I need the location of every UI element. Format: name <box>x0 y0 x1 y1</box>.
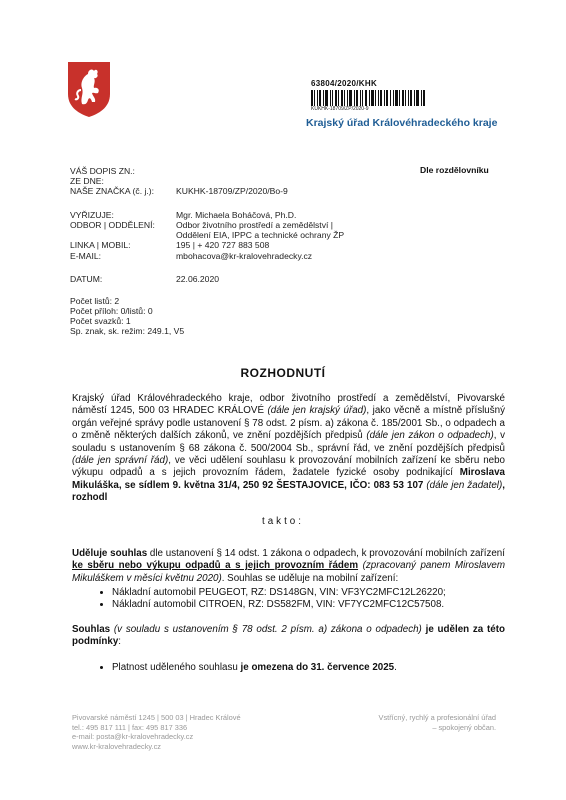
intro-paragraph <box>72 393 505 505</box>
condition-text: Platnost uděleného souhlasu <box>112 662 241 673</box>
meta-label: DATUM: <box>70 274 103 284</box>
recipient: Dle rozdělovníku <box>420 165 489 175</box>
vehicle-list <box>72 587 505 612</box>
meta-label: ODBOR | ODDĚLENÍ: <box>70 220 155 230</box>
conditions-bold: Souhlas <box>72 624 111 635</box>
footer-line: e-mail: posta@kr-kralovehradecky.cz <box>72 732 194 741</box>
count-line: Počet svazků: 1 <box>70 316 131 326</box>
count-line: Sp. znak, sk. režim: 249.1, V5 <box>70 326 185 336</box>
conditions-bold: je udělen za této podmínky <box>72 624 505 648</box>
footer-slogan <box>346 713 496 733</box>
intro-italic: (dále jen správní řád) <box>72 455 169 467</box>
decision-bold: Uděluje souhlas <box>72 548 148 559</box>
barcode-text: KUKHK-18709/ZP/2020-9 <box>311 106 369 112</box>
decision-text: dle ustanovení § 14 odst. 1 zákona o odpadech, k provozování mobilních zařízení <box>147 548 505 559</box>
conditions-italic: (v souladu s ustanovením § 78 odst. 2 písm. a) zákona o odpadech) <box>110 624 422 635</box>
conditions-paragraph <box>72 624 505 649</box>
meta-label: ZE DNE: <box>70 176 104 186</box>
meta-label: VYŘIZUJE: <box>70 210 114 220</box>
intro-text: , jako věcně a místně příslušný orgán veřejné správy podle ustanovení § 78 odst. 2 písm. a) zákona č. 185/2001 Sb., o odpadech a o změně některých dalších zákonů, ve znění pozdějších předpisů <box>72 405 505 442</box>
decision-paragraph <box>72 548 505 585</box>
intro-text: , v souladu s ustanovením § 68 zákona č. 500/2004 Sb., správní řád, ve znění pozdějších předpisů <box>72 430 505 454</box>
footer-address <box>72 713 241 751</box>
meta-row <box>70 274 160 284</box>
applicant-name: Miroslava Mikuláška, se sídlem 9. května 31/4, 250 92 ŠESTAJOVICE, IČO: 083 53 107 <box>72 467 505 491</box>
decision-italic: (zpracovaný panem Miroslavem Mikuláškem v měsíci květnu 2020) <box>72 560 505 584</box>
meta-row <box>70 176 160 186</box>
office-name: Krajský úřad Královéhradeckého kraje <box>306 117 498 129</box>
count-line: Počet příloh: 0/listů: 0 <box>70 306 153 316</box>
reference-number: 63804/2020/KHK <box>311 79 378 88</box>
our-reference-value: KUKHK-18709/ZP/2020/Bo-9 <box>176 186 288 196</box>
meta-label: NAŠE ZNAČKA (č. j.): <box>70 186 155 196</box>
conditions-text: : <box>118 636 122 648</box>
decision-text: . Souhlas se uděluje na mobilní zařízení: <box>221 572 399 584</box>
meta-row <box>70 251 160 261</box>
intro-text: Krajský úřad Královéhradeckého kraje, odbor životního prostředí a zemědělství, Pivovarské náměstí 1245, 500 03 HRADEC KRÁLOVÉ <box>72 393 505 417</box>
list-item <box>112 662 505 674</box>
department-value: Odbor životního prostředí a zemědělství | <box>176 220 333 230</box>
list-item: • Nákladní automobil PEUGEOT, RZ: DS148GN, VIN: VF3YC2MFC12L26220; <box>112 587 505 599</box>
document-title: ROZHODNUTÍ <box>240 366 326 380</box>
decision-underlined: ke sběru nebo výkupu odpadů a s jejich provozním řádem <box>72 560 359 572</box>
meta-row <box>70 220 160 230</box>
conditions-list <box>72 662 505 674</box>
meta-label: E-MAIL: <box>70 251 102 261</box>
date-value: 22.06.2020 <box>176 274 220 284</box>
decided-word: , rozhodl <box>72 479 505 504</box>
intro-italic: (dále jen žadatel) <box>423 479 503 491</box>
list-item: • Nákladní automobil CITROEN, RZ: DS582FM, VIN: VF7YC2MFC12C57508. <box>112 599 505 611</box>
takto-heading: takto: <box>262 516 304 527</box>
meta-row <box>70 240 160 250</box>
department-value-2: Oddělení EIA, IPPC a technické ochrany ŽP <box>176 230 345 240</box>
footer-line: Pivovarské náměstí 1245 | 500 03 | Hradec Králové <box>72 713 241 722</box>
meta-row <box>70 166 160 176</box>
meta-row <box>70 210 160 220</box>
intro-italic: (dále jen krajský úřad) <box>267 405 367 417</box>
count-line: Počet listů: 2 <box>70 296 120 306</box>
meta-label: LINKA | MOBIL: <box>70 240 131 250</box>
handler-value: Mgr. Michaela Boháčová, Ph.D. <box>176 210 297 220</box>
meta-row <box>70 186 160 196</box>
intro-italic: (dále jen zákon o odpadech) <box>366 430 494 442</box>
phone-value: 195 | + 420 727 883 508 <box>176 240 270 250</box>
slogan-line: Vstřícný, rychlý a profesionální úřad <box>378 713 496 722</box>
meta-label: VÁŠ DOPIS ZN.: <box>70 166 135 176</box>
footer-line: tel.: 495 817 111 | fax: 495 817 336 <box>72 722 188 732</box>
email-value: mbohacova@kr-kralovehradecky.cz <box>176 251 313 261</box>
intro-text: , ve věci udělení souhlasu k provozování mobilních zařízení ke sběru nebo výkupu odpadů a s jejich provozním řádem, žadatele fyzické osoby podnikající <box>72 455 505 479</box>
slogan-line: – spokojený občan. <box>432 723 496 732</box>
region-coat-of-arms-logo <box>66 60 112 118</box>
footer-line: www.kr-kralovehradecky.cz <box>72 741 161 751</box>
barcode <box>311 90 426 106</box>
condition-text: . <box>394 662 397 673</box>
condition-bold: je omezena do 31. července 2025 <box>240 662 395 673</box>
